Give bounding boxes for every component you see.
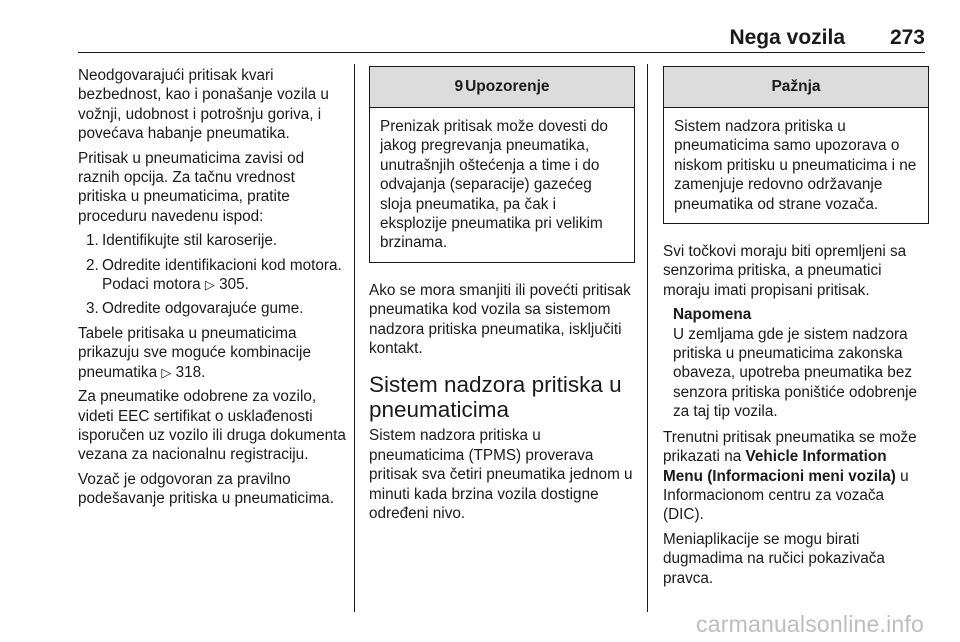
list-item: [78, 256, 346, 295]
page-header: [78, 26, 925, 54]
warning-box: [369, 66, 635, 263]
triangle-right-icon: ▷: [161, 364, 172, 380]
watermark: carmanualsonline.info: [696, 611, 924, 637]
page-reference-link[interactable]: 305.: [219, 276, 249, 294]
note-title: Napomena: [673, 306, 752, 324]
warning-icon: 9: [454, 78, 464, 95]
note-block: [663, 305, 929, 421]
paragraph: Za pneumatike odobrene za vozilo, videti EEC sertifikat o usklađenosti isporučen uz vozilo ili druga dokumenta vezana za nacionalnu registraciju.: [78, 388, 346, 464]
paragraph: Pritisak u pneumaticima zavisi od raznih opcija. Za tačnu vrednost pritiska u pneumaticima, pratite proceduru navedenu ispod:: [78, 149, 305, 225]
caution-text: Sistem nadzora pritiska u pneumaticima samo upozorava o niskom pritisku u pneumaticima i ne zamenjuje redovno održavanje pneumatika od strane vozača.: [674, 118, 917, 213]
page-number: 273: [889, 26, 925, 49]
list-number: 2.: [86, 256, 99, 274]
paragraph-text: Tabele pritisaka u pneumaticima prikazuju sve moguće kombinacije pneumatika: [78, 324, 311, 381]
paragraph: Svi točkovi moraju biti opremljeni sa senzorima pritiska, a pneumatici moraju imati propisani pritisak.: [663, 243, 907, 299]
list-text: Identifikujte stil karoserije.: [102, 232, 278, 250]
list-number: 1.: [86, 232, 99, 250]
triangle-right-icon: ▷: [204, 277, 215, 293]
column-divider-2: [647, 64, 648, 612]
header-divider: [78, 52, 925, 53]
paragraph: [663, 428, 929, 525]
procedure-list: [78, 231, 346, 319]
paragraph-text: u Informacionom centru za vozača (DIC).: [663, 467, 909, 524]
section-heading: Sistem nadzora pritiska u pneumaticima: [369, 372, 622, 423]
paragraph: Meniaplikacije se mogu birati dugmadima na ručici pokazivača pravca.: [663, 530, 885, 587]
paragraph: Sistem nadzora pritiska u pneumaticima (TPMS) proverava pritisak sva četiri pneumatika jednom u minuti kada brzina vozila dostigne određeni nivo.: [369, 427, 633, 523]
caution-header: Pažnja: [664, 67, 928, 108]
paragraph: Ako se mora smanjiti ili povećti pritisak pneumatika kod vozila sa sistemom nadzora pritiska pneumatika, isključiti kontakt.: [369, 281, 631, 358]
menu-name: Vehicle Information Menu (Informacioni meni vozila): [663, 448, 896, 485]
list-item: [78, 231, 346, 250]
paragraph-text: Trenutni pritisak pneumatika se može prikazati na: [663, 428, 917, 466]
paragraph: [78, 324, 346, 382]
caution-box: [663, 66, 929, 224]
warning-text: Prenizak pritisak može dovesti do jakog pregrevanja pneumatika, unutrašnjih oštećenja a time i do odvajanja (separacije) gazećeg sloja pneumatika, pa čak i eksplozije pneumatika pri velikim brzinama.: [380, 118, 608, 252]
list-number: 3.: [86, 300, 99, 318]
column-1: [78, 66, 346, 514]
list-item: [78, 299, 346, 318]
note-text: U zemljama gde je sistem nadzora pritiska u pneumaticima zakonska obaveza, upotreba pneumatika bez senzora pritiska poništiće odobrenje za taj tip vozila.: [673, 325, 918, 421]
column-2: [369, 66, 635, 529]
warning-header: [370, 67, 634, 108]
chapter-title: Nega vozila: [729, 26, 845, 49]
paragraph: Neodgovarajući pritisak kvari bezbednost, kao i ponašanje vozila u vožnji, udobnost i potrošnju goriva, i povećava habanje pneumatika.: [78, 67, 329, 143]
warning-title: Upozorenje: [465, 78, 550, 95]
page-reference-link[interactable]: 318.: [175, 363, 206, 381]
column-divider-1: [354, 64, 355, 612]
column-3: [663, 66, 929, 593]
list-text: Odredite identifikacioni kod motora. Podaci motora: [102, 256, 342, 294]
paragraph: Vozač je odgovoran za pravilno podešavanje pritiska u pneumaticima.: [78, 470, 334, 508]
list-text: Odredite odgovarajuće gume.: [102, 300, 304, 318]
